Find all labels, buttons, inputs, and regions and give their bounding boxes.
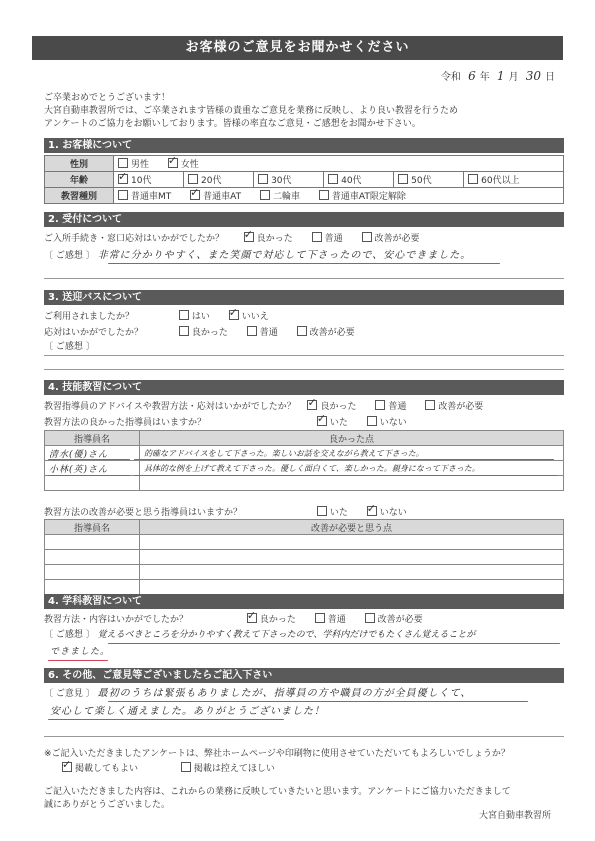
skill-advice-option[interactable]: 改善が必要 [425,399,483,412]
other-comment-row [44,686,564,701]
consent-yes-option[interactable]: ✓掲載してもよい [62,762,138,776]
bus-used-option[interactable]: ✓ いいえ [229,309,269,322]
instructor-name[interactable] [45,476,140,491]
checkbox[interactable] [312,232,322,242]
course-option[interactable]: 普通車MT [118,189,171,202]
checkbox[interactable] [367,416,377,426]
age-label: 年齢 [45,172,114,188]
closing-text [44,786,574,812]
checkbox[interactable] [328,174,338,184]
bus-service-option[interactable]: 良かった [179,325,228,338]
instructor-point[interactable] [140,580,564,595]
intro-line: ご卒業おめでとうございます！ [44,93,171,103]
comment-line [44,736,564,737]
section-header-other: 6. その他、ご意見等ございましたらご記入下さい [44,668,564,683]
checkbox[interactable] [375,400,385,410]
section-header-bus: 3. 送迎バスについて [44,290,564,305]
instructor-name[interactable]: 清水(優)さん [45,446,140,461]
comment-label: 〔 ご意見 〕 [44,689,95,699]
skill-advice-option[interactable]: 普通 [375,399,406,412]
checkbox[interactable] [181,762,191,772]
skill-question-good: 教習方法の良かった指導員はいますか？ [44,418,207,428]
closing-line: 誠にありがとうございました。 [44,800,171,810]
bus-q1-row [44,309,285,322]
bus-service-option[interactable]: 改善が必要 [297,325,355,338]
gender-male-option[interactable]: 男性 [118,157,149,170]
classroom-option[interactable]: 普通 [315,612,346,625]
checkbox[interactable] [190,190,200,200]
consent-question: ※ご記入いただきましたアンケートは、弊社ホームページや印刷物に使用させていただいてもよろしいでしょうか？ [44,749,510,759]
reception-option[interactable]: 普通 [312,231,343,244]
other-comment-row2 [44,704,564,719]
skill-bad-option[interactable]: ✓ いない [367,505,407,518]
checkbox[interactable] [317,416,327,426]
checkbox[interactable] [179,310,189,320]
underline-mark [48,459,130,460]
classroom-comment[interactable]: 覚えるべきところを分かりやすく教えて下さったので、学科内だけでもたくさん覚えることが [97,630,476,640]
column-header: 改善が必要と思う点 [140,520,564,535]
column-header: 指導員名 [45,520,140,535]
skill-question-advice: 教習指導員のアドバイスや教習方法・応対はいかがでしたか？ [44,402,296,412]
skill-advice-option[interactable]: ✓ 良かった [307,399,356,412]
reception-question: ご入所手続き・窓口応対はいかがでしたか？ [44,234,225,244]
checkbox[interactable] [247,613,257,623]
bus-comment-row [44,340,564,355]
reception-comment[interactable]: 非常に分かりやすく、また笑顔で対応して下さったので、安心できました。 [97,250,472,261]
customer-table [44,155,564,204]
age-option[interactable]: 60代以上 [464,172,564,188]
instructor-point[interactable] [140,550,564,565]
course-label: 教習種別 [45,188,114,204]
comment-label: 〔 ご感想 〕 [44,342,95,352]
date-month-unit: 月 [508,72,519,83]
checkbox[interactable] [297,326,307,336]
comment-line [44,369,564,370]
checkbox[interactable] [307,400,317,410]
bus-service-option[interactable]: 普通 [247,325,278,338]
checkbox[interactable] [188,174,198,184]
gender-label: 性別 [45,156,114,172]
course-option[interactable]: ✓ 普通車AT [190,189,241,202]
age-option[interactable]: 40代 [324,172,394,188]
underline-mark [108,701,528,702]
instructor-point[interactable] [140,565,564,580]
underline-mark [134,459,554,460]
bus-question-service: 応対はいかがでしたか？ [44,328,144,338]
date [441,68,555,83]
date-day[interactable]: 30 [525,69,541,83]
classroom-option[interactable]: ✓ 良かった [247,612,296,625]
skill-question-bad: 教習方法の改善が必要と思う指導員はいますか？ [44,508,243,518]
classroom-comment-row [44,628,564,643]
checkbox[interactable] [244,232,254,242]
page-title: お客様のご意見をお聞かせください [32,36,563,60]
date-year[interactable]: 6 [468,69,476,83]
checkbox[interactable] [315,613,325,623]
date-day-unit: 日 [545,72,555,83]
checkbox[interactable] [247,326,257,336]
reception-option[interactable]: 改善が必要 [362,231,420,244]
intro-text [44,92,564,131]
good-instructor-table [44,430,564,491]
table-row [45,565,564,580]
date-month[interactable]: 1 [496,69,505,83]
checkbox[interactable] [258,174,268,184]
reception-comment-row [44,248,564,263]
bus-q2-row [44,325,371,338]
skill-q1-row [44,399,499,412]
other-comment[interactable]: 最初のうちは緊張もありましたが、指導員の方や職員の方が全員優しくて、 [97,688,472,699]
skill-bad-option[interactable]: いた [317,505,348,518]
classroom-question: 教習方法・内容はいかがでしたか？ [44,615,189,625]
reception-option[interactable]: ✓ 良かった [244,231,293,244]
comment-line [44,355,564,356]
checkbox[interactable] [398,174,408,184]
section-header-classroom: 4. 学科教習について [44,594,564,609]
bus-used-option[interactable]: はい [179,309,210,322]
classroom-comment-continued[interactable]: できました。 [50,647,111,657]
classroom-question-row [44,612,439,625]
section-header-reception: 2. 受付について [44,212,564,227]
table-row [45,476,564,491]
course-option[interactable]: 普通車AT限定解除 [319,189,406,202]
age-option[interactable]: ✓ 10代 [114,172,184,188]
instructor-point[interactable] [140,535,564,550]
skill-q2-row [44,415,423,428]
checkbox[interactable] [425,400,435,410]
consent-no-option[interactable]: 掲載は控えてほしい [181,762,275,776]
underline-mark [134,475,558,476]
checkbox[interactable] [62,762,72,772]
bad-instructor-table [44,519,564,595]
checkbox[interactable] [168,158,178,168]
table-row [45,461,564,476]
column-header: 良かった点 [140,431,564,446]
classroom-option[interactable]: 改善が必要 [365,612,423,625]
checkbox[interactable] [229,310,239,320]
classroom-comment-row2 [44,645,564,660]
instructor-point[interactable] [140,476,564,491]
skill-good-option[interactable]: ✓ いた [317,415,348,428]
table-row [45,550,564,565]
instructor-name[interactable] [45,580,140,595]
column-header: 指導員名 [45,431,140,446]
date-year-unit: 年 [479,72,490,83]
underline-mark [48,660,108,661]
checkbox[interactable] [317,506,327,516]
instructor-point[interactable]: 的確なアドバイスをして下さった。楽しいお話を交えながら教えて下さった。 [140,446,564,461]
skill-good-option[interactable]: いない [367,415,407,428]
course-options [114,188,564,204]
intro-line: 大宮自動車教習所では、ご卒業されます皆様の貴重なご意見を業務に反映し、より良い教習を行うため [44,106,459,116]
underline-mark [48,475,130,476]
consent-options [62,762,291,776]
comment-label: 〔 ご感想 〕 [44,251,95,261]
gender-options [114,156,564,172]
comment-label: 〔 ご感想 〕 [44,630,95,640]
gender-female-option[interactable]: ✓ 女性 [168,157,199,170]
intro-line: アンケートのご協力をお願いしております。皆様の率直なご意見・ご感想をお聞かせ下さい。 [44,119,421,129]
skill-q3-row [44,505,423,518]
checkbox[interactable] [260,190,270,200]
closing-line: ご記入いただきました内容は、これからの業務に反映していきたいと思います。アンケートにご協力いただきまして [44,787,511,797]
checkbox[interactable] [319,190,329,200]
section-header-customer: 1. お客様について [44,138,564,153]
comment-line [44,278,564,279]
underline-mark [48,719,284,720]
age-option[interactable]: 30代 [254,172,324,188]
instructor-point[interactable]: 具体的な例を上げて教えて下さった。優しく面白くて、楽しかった。親身になって下さった。 [140,461,564,476]
checkbox[interactable] [362,232,372,242]
organization-name: 大宮自動車教習所 [478,811,551,821]
date-era: 令和 [440,72,461,83]
checkbox[interactable] [179,326,189,336]
underline-mark [108,263,500,264]
reception-question-row [44,231,436,244]
checkbox[interactable] [118,158,128,168]
underline-mark [108,643,560,644]
instructor-name[interactable] [45,535,140,550]
age-option[interactable]: 20代 [184,172,254,188]
course-option[interactable]: 二輪車 [260,189,300,202]
checkbox[interactable] [367,506,377,516]
checkbox[interactable] [118,190,128,200]
table-row [45,535,564,550]
other-comment-continued[interactable]: 安心して楽しく通えました。ありがとうございました！ [50,706,325,717]
section-header-skill: 4. 技能教習について [44,380,564,395]
checkbox[interactable] [365,613,375,623]
instructor-name[interactable] [45,565,140,580]
checkbox[interactable] [468,174,478,184]
bus-question-used: ご利用されましたか？ [44,312,135,322]
instructor-name[interactable]: 小林(英)さん [45,461,140,476]
checkbox[interactable] [118,174,128,184]
instructor-name[interactable] [45,550,140,565]
table-row [45,580,564,595]
age-option[interactable]: 50代 [394,172,464,188]
